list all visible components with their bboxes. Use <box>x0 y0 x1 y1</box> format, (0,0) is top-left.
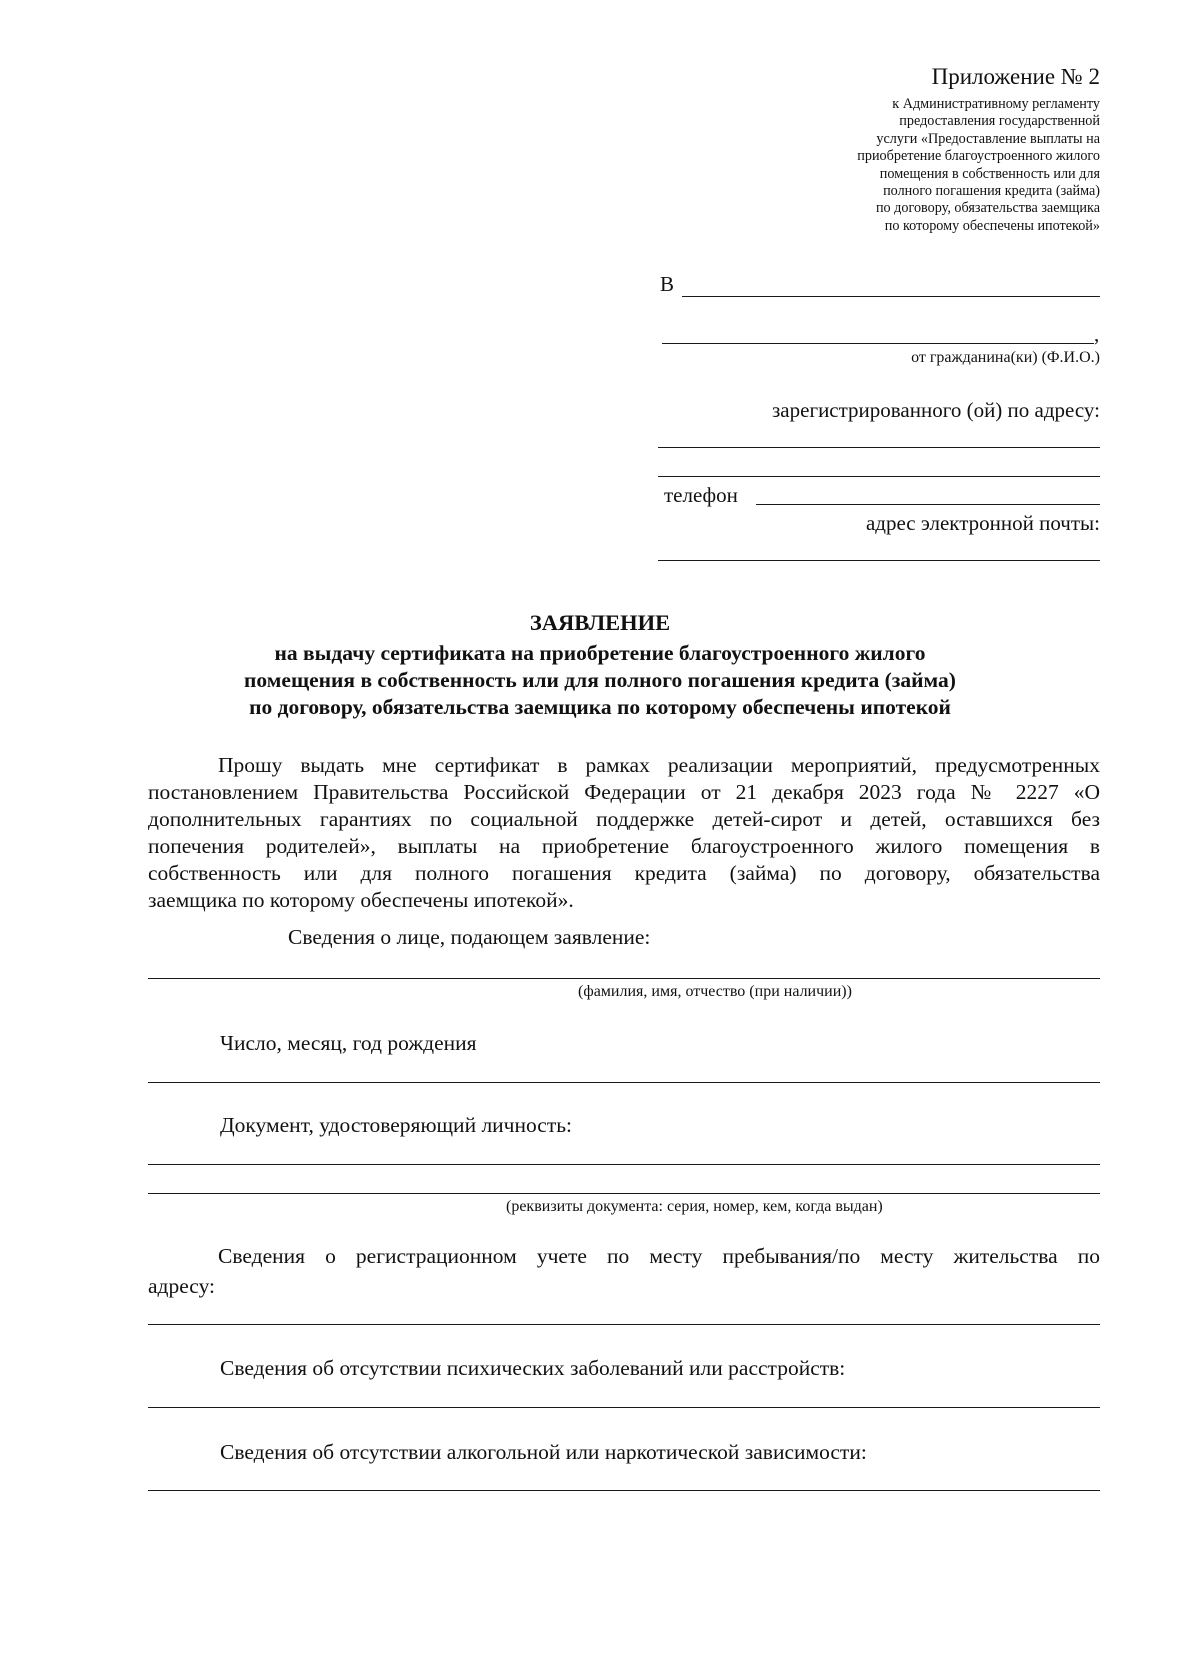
birth-date-label: Число, месяц, год рождения <box>220 1031 477 1055</box>
request-line: Прошу выдать мне сертификат в рамках реализации мероприятий, предусмотренных <box>218 753 1100 777</box>
addiction-line[interactable] <box>148 1490 1100 1491</box>
applicant-info-label: Сведения о лице, подающем заявление: <box>288 925 651 949</box>
registration-paragraph <box>148 1241 1100 1301</box>
document-title: ЗАЯВЛЕНИЕ <box>529 610 671 635</box>
mental-health-label: Сведения об отсутствии психических заболеваний или расстройств: <box>220 1356 846 1380</box>
id-document-line-2[interactable] <box>148 1193 1100 1194</box>
addressee-to-line[interactable] <box>682 296 1100 297</box>
registration-line[interactable] <box>148 1324 1100 1325</box>
addressee-to-prefix: В <box>660 272 675 296</box>
appendix-title: Приложение № 2 <box>931 64 1100 89</box>
request-line: дополнительных гарантиях по социальной поддержке детей-сирот и детей, оставшихся без <box>148 807 1100 831</box>
id-document-line-1[interactable] <box>148 1164 1100 1165</box>
request-line: попечения родителей», выплаты на приобретение благоустроенного жилого помещения в <box>148 834 1100 858</box>
email-line[interactable] <box>658 560 1100 561</box>
registered-address-line-2[interactable] <box>658 476 1100 477</box>
addressee-comma: , <box>1094 322 1100 346</box>
request-paragraph <box>148 752 1100 914</box>
phone-line[interactable] <box>756 504 1100 505</box>
id-document-label: Документ, удостоверяющий личность: <box>220 1113 572 1137</box>
birth-date-line[interactable] <box>148 1082 1100 1083</box>
request-line: постановлением Правительства Российской Федерации от 21 декабря 2023 года № 2227 «О <box>148 780 1100 804</box>
fio-hint: (фамилия, имя, отчество (при наличии)) <box>578 983 852 1000</box>
addiction-label: Сведения об отсутствии алкогольной или наркотической зависимости: <box>220 1440 867 1464</box>
id-document-hint: (реквизиты документа: серия, номер, кем, когда выдан) <box>506 1198 883 1215</box>
registration-label-line-1: Сведения о регистрационном учете по месту пребывания/по месту жительства по <box>218 1244 1100 1268</box>
registered-address-line-1[interactable] <box>658 447 1100 448</box>
request-line: собственность или для полного погашения кредита (займа) по договору, обязательства <box>148 861 1100 885</box>
registered-address-label: зарегистрированного (ой) по адресу: <box>772 398 1100 422</box>
addressee-name-line[interactable] <box>662 343 1094 344</box>
appendix-description: к Административному регламенту предоставления государственной услуги «Предоставление выплаты на приобретение благоустроенного жилого помещения в собственность или для полного погашения кредита (займа) по договору, обязательства заемщика по которому обеспечены ипотекой» <box>857 96 1100 234</box>
email-label: адрес электронной почты: <box>865 511 1100 535</box>
request-line: заемщика по которому обеспечены ипотекой». <box>148 888 574 912</box>
registration-label-line-2: адресу: <box>148 1274 216 1298</box>
from-citizen-hint: от гражданина(ки) (Ф.И.О.) <box>911 349 1100 366</box>
fio-line[interactable] <box>148 978 1100 979</box>
mental-health-line[interactable] <box>148 1407 1100 1408</box>
document-subtitle: на выдачу сертификата на приобретение благоустроенного жилого помещения в собственность или для полного погашения кредита (займа) по договору, обязательства заемщика по которому обеспечены ипотекой <box>244 641 956 719</box>
phone-label: телефон <box>664 483 738 507</box>
